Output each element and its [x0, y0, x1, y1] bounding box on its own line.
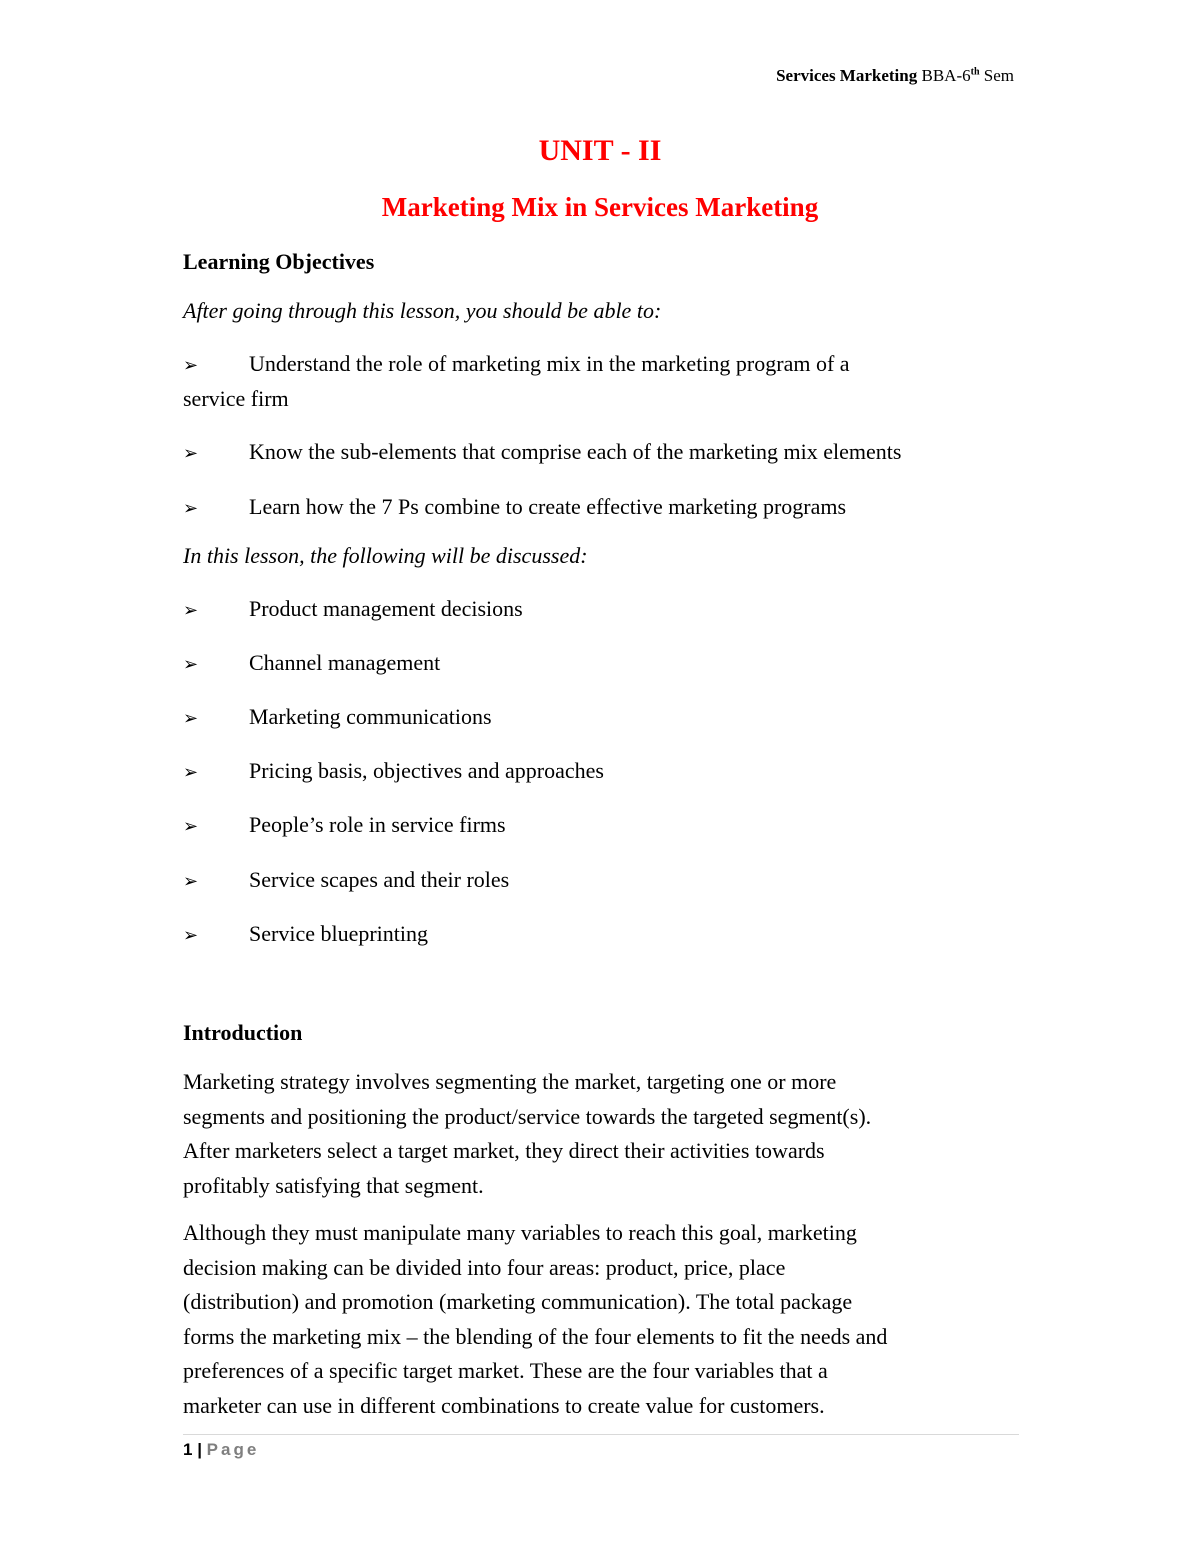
paragraph-line: segments and positioning the product/service towards the targeted segment(s). — [183, 1103, 872, 1129]
list-item-continuation: service firm — [183, 386, 289, 411]
paragraph-line: decision making can be divided into four areas: product, price, place — [183, 1254, 786, 1280]
list-item-text: Pricing basis, objectives and approaches — [249, 758, 604, 783]
list-item — [183, 699, 1023, 736]
list-item — [183, 434, 1023, 471]
list-item — [183, 645, 1023, 682]
footer-divider — [183, 1434, 1019, 1435]
bullet-arrow-icon: ➢ — [183, 871, 199, 892]
list-item-text: Service scapes and their roles — [249, 867, 510, 892]
objectives-heading: Learning Objectives — [183, 249, 375, 274]
list-item-text: Understand the role of marketing mix in the marketing program of a — [249, 351, 850, 376]
paragraph-line: forms the marketing mix – the blending of the four elements to fit the needs and — [183, 1323, 888, 1349]
bullet-arrow-icon: ➢ — [183, 925, 199, 946]
bullet-arrow-icon: ➢ — [183, 816, 199, 837]
bullet-arrow-icon: ➢ — [183, 443, 199, 464]
list-item — [183, 753, 1023, 790]
list-item-text: Product management decisions — [249, 596, 523, 621]
introduction-paragraph-1 — [183, 1065, 1023, 1203]
list-item-text: Service blueprinting — [249, 921, 429, 946]
bullet-arrow-icon: ➢ — [183, 654, 199, 675]
bullet-arrow-icon: ➢ — [183, 355, 199, 376]
paragraph-line: marketer can use in different combinations to create value for customers. — [183, 1392, 825, 1418]
paragraph-line: After marketers select a target market, they direct their activities towards — [183, 1138, 825, 1163]
header-sem: Sem — [979, 66, 1014, 85]
paragraph-line: preferences of a specific target market. These are the four variables that a — [183, 1358, 828, 1383]
footer-separator: | — [192, 1440, 207, 1459]
chapter-title: Marketing Mix in Services Marketing — [381, 192, 819, 222]
paragraph-line: profitably satisfying that segment. — [183, 1172, 484, 1198]
list-item — [183, 346, 1023, 383]
header-sup: th — [970, 66, 980, 78]
introduction-paragraph-2 — [183, 1216, 1023, 1423]
page-header — [776, 66, 1014, 86]
list-item-text: Marketing communications — [249, 704, 492, 729]
unit-title: UNIT - II — [538, 134, 662, 167]
list-item — [183, 916, 1023, 953]
paragraph-line: (distribution) and promotion (marketing communication). The total package — [183, 1289, 853, 1314]
bullet-arrow-icon: ➢ — [183, 600, 199, 621]
bullet-arrow-icon: ➢ — [183, 762, 199, 783]
introduction-heading: Introduction — [183, 1020, 303, 1045]
list-item-text: Channel management — [249, 650, 441, 675]
objectives-intro: After going through this lesson, you should be able to: — [183, 298, 662, 323]
list-item — [183, 591, 1023, 628]
page-footer — [183, 1440, 259, 1460]
list-item-text: Learn how the 7 Ps combine to create effective marketing programs — [249, 494, 847, 519]
page-label: Page — [206, 1440, 260, 1459]
paragraph-line: Although they must manipulate many variables to reach this goal, marketing — [183, 1220, 857, 1245]
list-item-text: People’s role in service firms — [249, 812, 506, 837]
discussed-intro: In this lesson, the following will be discussed: — [183, 543, 588, 568]
header-course: Services Marketing — [776, 66, 918, 85]
list-item — [183, 862, 1023, 899]
bullet-arrow-icon: ➢ — [183, 498, 199, 519]
list-item-text: Know the sub-elements that comprise each of the marketing mix elements — [249, 439, 902, 464]
page-number: 1 — [183, 1440, 193, 1459]
bullet-arrow-icon: ➢ — [183, 708, 199, 729]
header-program: BBA-6 — [917, 66, 971, 85]
list-item — [183, 807, 1023, 844]
paragraph-line: Marketing strategy involves segmenting the market, targeting one or more — [183, 1069, 837, 1094]
list-item — [183, 489, 1023, 526]
